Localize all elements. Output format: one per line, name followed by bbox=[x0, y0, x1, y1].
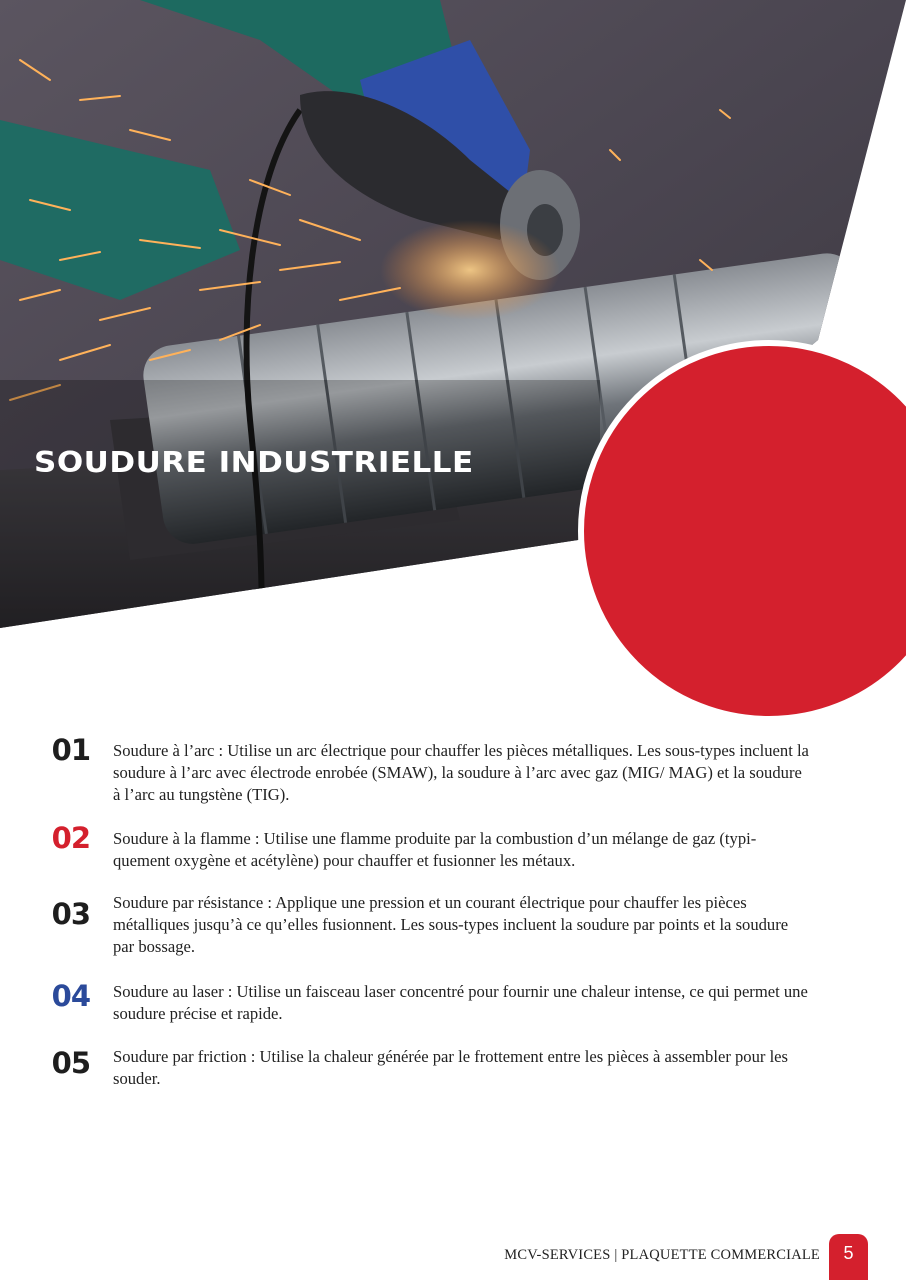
item-text: Soudure par friction : Utilise la chaleur générée par le frottement entre les pièces à assembler pour les souder. bbox=[113, 1047, 788, 1088]
item-text: Soudure par résistance : Applique une pression et un courant électrique pour chauffer les pièces métalliques jusqu’à ce qu’elles fusionnent. Les sous-types incluent la soudure par points et la soudure par bossage. bbox=[113, 893, 789, 956]
item-text: Soudure à l’arc : Utilise un arc électrique pour chauffer les pièces métalliques. Les sous-types incluent la soudure à l’arc avec électrode enrobée (SMAW), la soudure à l’arc avec gaz (MIG/ MAG) et la soudure à l’arc au tungstène (TIG). bbox=[113, 741, 809, 804]
item-number: 02 bbox=[51, 821, 90, 855]
item-number: 04 bbox=[51, 979, 90, 1013]
item-number: 03 bbox=[51, 897, 90, 931]
item-number: 01 bbox=[51, 733, 90, 767]
page-title: SOUDURE INDUSTRIELLE bbox=[34, 446, 474, 480]
footer-text: MCV-SERVICES | PLAQUETTE COMMERCIALE bbox=[504, 1247, 820, 1263]
item-text: Soudure à la flamme : Utilise une flamme produite par la combustion d’un mélange de gaz (typi- quement oxygène et acétylène) pour chauffer et fusionner les métaux. bbox=[113, 829, 757, 870]
item-text: Soudure au laser : Utilise un faisceau laser concentré pour fournir une chaleur intense, ce qui permet une soudure précise et rapide. bbox=[113, 982, 808, 1023]
item-number: 05 bbox=[51, 1046, 90, 1080]
page-number: 5 bbox=[829, 1234, 868, 1280]
